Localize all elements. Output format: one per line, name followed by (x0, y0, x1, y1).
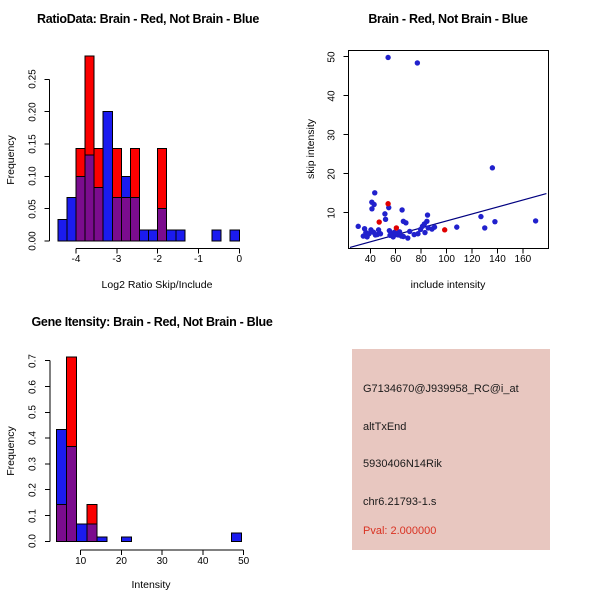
ratio-histogram-y-tick-label: 0.10 (27, 166, 39, 187)
intensity-scatter-point-not-brain (422, 230, 427, 235)
gene-intensity-histogram-bar-overlap (66, 447, 76, 542)
intensity-scatter-point-not-brain (432, 224, 437, 229)
intensity-scatter-x-tick-label: 120 (463, 254, 481, 265)
intensity-scatter-point-not-brain (478, 214, 483, 219)
gene-intensity-histogram-y-tick-label: 0.7 (27, 353, 39, 368)
ratio-histogram-y-tick-label: 0.05 (27, 198, 39, 219)
intensity-scatter-point-not-brain (415, 60, 420, 65)
intensity-scatter-plot-box (348, 51, 548, 249)
event-type-text: altTxEnd (363, 421, 407, 433)
gene-intensity-histogram-y-tick-label: 0.3 (27, 456, 39, 471)
intensity-scatter-x-tick-label: 80 (415, 254, 427, 265)
scatter-title: Brain - Red, Not Brain - Blue (368, 12, 528, 26)
ratio-histogram-bar-overlap (121, 198, 130, 241)
intensity-scatter-point-brain (385, 201, 390, 206)
location-text: chr6.21793-1.s (363, 496, 437, 508)
intensity-scatter-x-tick-label: 140 (489, 254, 506, 265)
intensity-scatter-point-not-brain (533, 218, 538, 223)
intensity-scatter-point-not-brain (399, 207, 404, 212)
ratio-histogram-y-tick-label: 0.00 (27, 231, 39, 251)
ratio-histogram-bar-blue (121, 176, 130, 197)
ratio-histogram-bar-overlap (130, 198, 139, 241)
intensity-scatter-point-not-brain (372, 190, 377, 195)
intensity-scatter-point-not-brain (378, 231, 383, 236)
scatter-ylabel: skip intensity (305, 118, 317, 180)
gene-intensity-histogram-y-tick-label: 0.2 (27, 482, 39, 497)
gene-symbol-text: 5930406N14Rik (363, 458, 442, 470)
gene-intensity-histogram-bar-overlap (87, 524, 97, 541)
gene-intensity-histogram-y-tick-label: 0.0 (27, 534, 39, 549)
gene-intensity-histogram-bar-blue (97, 537, 107, 541)
ratio-hist-title: RatioData: Brain - Red, Not Brain - Blue (36, 12, 260, 26)
ratio-histogram-bar-blue (67, 198, 76, 241)
intensity-scatter-point-not-brain (424, 219, 429, 224)
intensity-scatter-x-tick-label: 100 (438, 254, 455, 265)
intensity-scatter-y-tick-label: 30 (326, 129, 338, 141)
ratio-histogram-bar-blue (103, 112, 112, 241)
probe-info-panel (352, 349, 550, 550)
gene-intensity-histogram-y-tick-label: 0.6 (27, 379, 39, 394)
ratio-histogram-y-tick-label: 0.20 (27, 101, 39, 122)
ratio-histogram-bar-blue (212, 230, 221, 241)
gene-intensity-histogram-y-tick-label: 0.4 (27, 431, 39, 446)
gene-hist-xlabel: Intensity (131, 579, 171, 591)
intensity-scatter-point-not-brain (383, 217, 388, 222)
intensity-scatter-point-not-brain (382, 211, 387, 216)
intensity-scatter-point-not-brain (490, 165, 495, 170)
intensity-scatter-x-tick-label: 60 (390, 254, 402, 265)
intensity-scatter-point-not-brain (407, 229, 412, 234)
gene-intensity-histogram-bar-blue (121, 537, 131, 541)
ratio-histogram-bar-blue (176, 230, 185, 241)
ratio-histogram-x-tick-label: -1 (194, 254, 203, 265)
ratio-histogram-y-tick-label: 0.25 (27, 69, 39, 90)
intensity-scatter-x-tick-label: 40 (364, 254, 376, 265)
scatter-xlabel: include intensity (410, 279, 486, 291)
gene-intensity-histogram-x-tick-label: 30 (156, 556, 168, 567)
ratio-histogram-x-tick-label: -3 (112, 254, 122, 265)
ratio-histogram-bar-blue (230, 230, 239, 241)
intensity-scatter-point-brain (442, 227, 447, 232)
gene-hist-title: Gene Itensity: Brain - Red, Not Brain - Blue (31, 315, 273, 329)
ratio-hist-ylabel: Frequency (5, 135, 17, 185)
ratio-histogram-x-tick-label: -4 (71, 254, 81, 265)
ratio-histogram-bar-overlap (85, 155, 94, 241)
gene-intensity-histogram-bar-blue (56, 430, 66, 505)
intensity-scatter-point-not-brain (454, 224, 459, 229)
ratio-histogram-y-tick-label: 0.15 (27, 134, 39, 154)
ratio-histogram-bar-blue (58, 220, 67, 241)
probe-id-text: G7134670@J939958_RC@i_at (363, 383, 519, 395)
ratio-histogram-x-tick-label: 0 (236, 254, 243, 265)
gene-intensity-histogram-bar-blue (231, 533, 241, 542)
intensity-scatter-y-tick-label: 10 (326, 207, 338, 219)
gene-intensity-histogram-bar-overlap (56, 504, 66, 541)
intensity-scatter-point-not-brain (405, 235, 410, 240)
intensity-scatter-point-not-brain (356, 224, 361, 229)
gene-intensity-histogram-bar-blue (77, 524, 87, 541)
ratio-histogram-bar-overlap (158, 209, 167, 241)
intensity-scatter-point-not-brain (425, 212, 430, 217)
ratio-histogram-x-tick-label: -2 (153, 254, 163, 265)
pval-text: Pval: 2.000000 (363, 525, 437, 537)
intensity-scatter-y-tick-label: 50 (326, 51, 338, 63)
intensity-scatter-x-tick-label: 160 (514, 254, 532, 265)
gene-intensity-histogram-x-tick-label: 20 (115, 556, 127, 567)
intensity-scatter-point-brain (377, 219, 382, 224)
intensity-scatter-point-not-brain (385, 55, 390, 60)
intensity-scatter-point-not-brain (492, 219, 497, 224)
ratio-histogram-bar-blue (140, 230, 149, 241)
gene-intensity-histogram-x-tick-label: 10 (75, 556, 87, 567)
ratio-histogram-bar-blue (149, 230, 158, 241)
gene-intensity-histogram-y-tick-label: 0.1 (27, 508, 39, 523)
gene-intensity-histogram-y-tick-label: 0.5 (27, 405, 39, 420)
intensity-scatter-point-brain (394, 225, 399, 230)
gene-intensity-histogram-x-tick-label: 50 (238, 556, 250, 567)
intensity-scatter-point-not-brain (369, 206, 374, 211)
ratio-histogram-bar-blue (167, 230, 176, 241)
intensity-scatter-y-tick-label: 20 (326, 168, 338, 180)
gene-intensity-histogram-x-tick-label: 40 (197, 556, 209, 567)
ratio-histogram-bar-overlap (112, 198, 121, 241)
intensity-scatter-point-not-brain (403, 220, 408, 225)
intensity-scatter-point-not-brain (482, 225, 487, 230)
intensity-scatter-y-tick-label: 40 (326, 90, 338, 102)
ratio-histogram-bar-overlap (94, 187, 103, 241)
ratio-histogram-bar-overlap (76, 176, 85, 241)
gene-hist-ylabel: Frequency (5, 426, 17, 476)
ratio-hist-xlabel: Log2 Ratio Skip/Include (101, 279, 213, 291)
